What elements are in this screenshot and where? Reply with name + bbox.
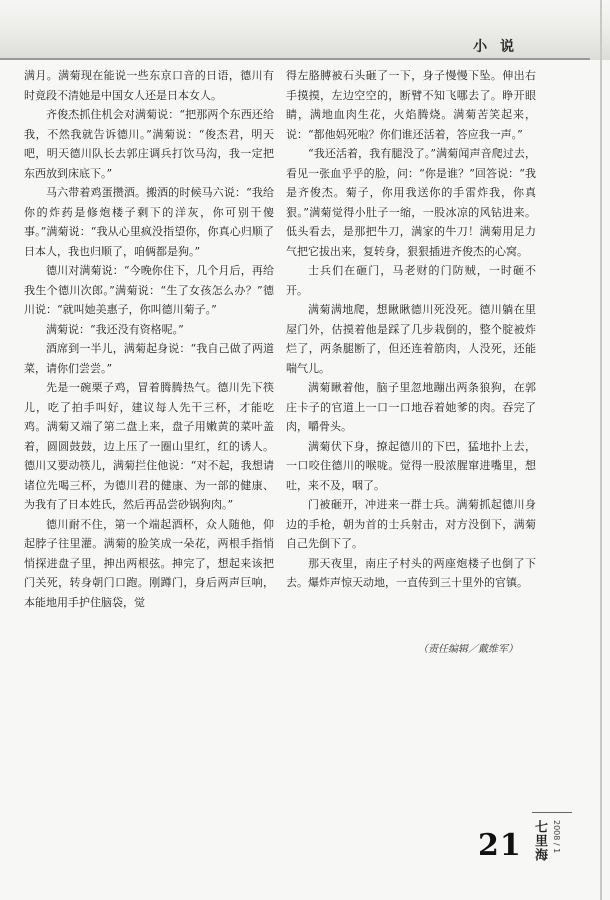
paragraph: 那天夜里，南庄子村头的两座炮楼子也倒了下去。爆炸声惊天动地，一直传到三十里外的官镇。	[286, 556, 536, 589]
paragraph: 齐俊杰抓住机会对满菊说：“把那两个东西还给我，不然我就告诉德川。”满菊说：“俊杰君，明天吧，明天德川队长去郭庄调兵打饮马沟，我一定把东西放到床底下。”	[24, 108, 274, 180]
paragraph: 满菊说：“我还没有资格呢。”	[46, 322, 184, 336]
magazine-name: 七里海	[532, 820, 547, 862]
paragraph: “我还活着，我有腿没了。”满菊闻声音爬过去，看见一张血乎乎的脸，问：“你是谁？”回答说：“我是齐俊杰。菊子，你用我送你的手雷炸我，你真狠。”满菊觉得小肚子一缩，一股冰凉的风钻进来。低头看去，是那把牛刀，满家的牛刀！满菊用足力气把它拔出来，复转身，狠狠插进齐俊杰的心窝。	[286, 147, 536, 258]
paragraph: 德川对满菊说：“今晚你住下，几个月后，再给我生个德川次郎。”满菊说：“生了女孩怎么办？”德川说：“就叫她美惠子，你叫德川菊子。”	[24, 264, 274, 316]
paragraph: 士兵们在砸门，马老财的门防贼，一时砸不开。	[286, 264, 536, 297]
paragraph: 满菊瞅着他，脑子里忽地蹦出两条狼狗，在郭庄卡子的官道上一口一口地吞着她爹的肉。吞完了肉，嚼骨头。	[286, 381, 536, 433]
paragraph: 得左胳膊被石头砸了一下，身子慢慢下坠。伸出右手摸摸，左边空空的，断臂不知飞哪去了。睁开眼睛，满地血肉生花，火焰腾烧。满菊苦笑起来，说：“都他妈死啦？你们谁还活着，答应我一声。”	[286, 69, 536, 141]
paragraph: 先是一碗栗子鸡，冒着腾腾热气。德川先下筷儿，吃了拍手叫好，建议每人先干三杯，才能吃鸡。满菊又端了第二盘上来，盘子用嫩黄的菜叶盖着，圆圆鼓鼓，边上压了一圈山里红，红的诱人。德川又要动筷儿，满菊拦住他说：“对不起，我想请诸位先喝三杯，为德川君的健康、为一部的健康、为我有了日本姓氏，然后再品尝砂锅狗肉。”	[24, 381, 274, 511]
editor-credit: （责任编辑／戴维军）	[418, 644, 518, 655]
paragraph: 满菊满地爬，想瞅瞅德川死没死。德川躺在里屋门外，估摸着他是踩了几步栽倒的，整个腚被炸烂了，两条腿断了，但还连着筋肉，人没死，还能喘气儿。	[286, 303, 536, 375]
right-column	[286, 66, 536, 593]
header-band	[0, 0, 610, 60]
paragraph: 酒席到一半儿，满菊起身说：“我自己做了两道菜，请你们尝尝。”	[24, 342, 274, 375]
paragraph: 满菊伏下身，撩起德川的下巴，猛地扑上去，一口咬住德川的喉咙。觉得一股浓腥窜进嘴里，想吐，来不及，咽了。	[286, 439, 536, 492]
paragraph: 满月。满菊现在能说一些东京口音的日语，德川有时竟段不清她是中国女人还是日本女人。	[24, 69, 274, 102]
paragraph: 德川耐不住，第一个端起酒杯，众人随他，仰起脖子往里灌。满菊的脸笑成一朵花，两根手指悄悄探进盘子里，抻出两根弦。抻完了，想起来该把门关死，转身朝门口跑。刚蹲门，身后两声巨响，本能地用手护住脑袋，觉	[24, 517, 274, 609]
left-column	[24, 66, 274, 612]
page-edge-rule	[600, 0, 602, 900]
footer-rule	[532, 812, 572, 813]
page-number: 21	[478, 828, 522, 863]
section-title: 小 说	[473, 39, 518, 55]
paragraph: 门被砸开，冲进来一群士兵。满菊抓起德川身边的手枪，朝为首的士兵射击，对方没倒下，满菊自己先倒下了。	[286, 498, 536, 550]
paragraph: 马六带着鸡蛋攒酒。搬酒的时候马六说：“我给你的炸药是修炮楼子剩下的洋灰，你可别干傻事。”满菊说：“我从心里疯没指望你，你真心归顺了日本人，我也归顺了，咱俩都是狗。”	[24, 186, 274, 258]
issue-number: 2008 / 1	[552, 820, 561, 854]
header-rule	[0, 58, 590, 60]
